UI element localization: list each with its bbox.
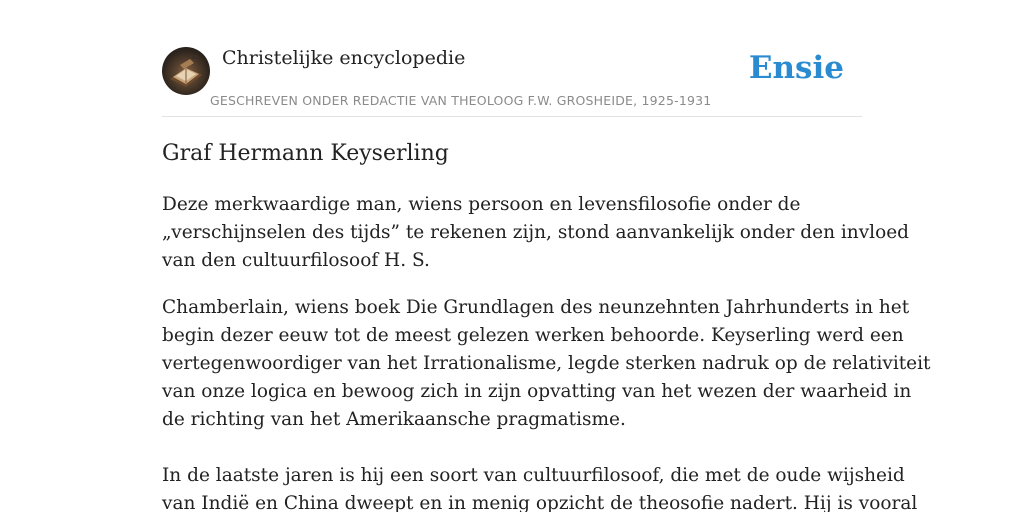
paragraph-line: begin dezer eeuw tot de meest gelezen werken behoorde. Keyserling werd een <box>162 325 904 346</box>
article-content <box>162 138 931 512</box>
site-header <box>162 46 862 117</box>
site-subtitle: GESCHREVEN ONDER REDACTIE VAN THEOLOOG F.W. GROSHEIDE, 1925-1931 <box>210 93 712 108</box>
paragraph-line: de richting van het Amerikaansche pragmatisme. <box>162 409 626 430</box>
paragraph-line: van den cultuurfilosoof H. S. <box>162 250 430 271</box>
paragraph-line: van Indië en China dweept en in menig opzicht de theosofie nadert. Hij is vooral <box>162 493 918 512</box>
article-title: Graf Hermann Keyserling <box>162 141 449 166</box>
paragraph-line: Deze merkwaardige man, wiens persoon en levensfilosofie onder de <box>162 194 801 215</box>
paragraph-line: van onze logica en bewoog zich in zijn opvatting van het wezen der waarheid in <box>162 381 912 402</box>
paragraph-line: In de laatste jaren is hij een soort van cultuurfilosoof, die met de oude wijsheid <box>162 465 905 486</box>
article-paragraph <box>162 191 909 275</box>
paragraph-line: „verschijnselen des tijds” te rekenen zijn, stond aanvankelijk onder den invloed <box>162 222 909 243</box>
paragraph-line: Chamberlain, wiens boek Die Grundlagen des neunzehnten Jahrhunderts in het <box>162 297 910 318</box>
paragraph-line: vertegenwoordiger van het Irrationalisme, legde sterken nadruk op de relativiteit <box>162 353 931 374</box>
site-title[interactable]: Christelijke encyclopedie <box>222 47 466 69</box>
article-paragraph <box>162 462 918 512</box>
encyclopedia-avatar[interactable] <box>162 47 210 95</box>
ensie-logo-link[interactable]: Ensie <box>748 50 844 86</box>
book-image-icon <box>162 47 210 95</box>
article-paragraph <box>162 294 931 434</box>
